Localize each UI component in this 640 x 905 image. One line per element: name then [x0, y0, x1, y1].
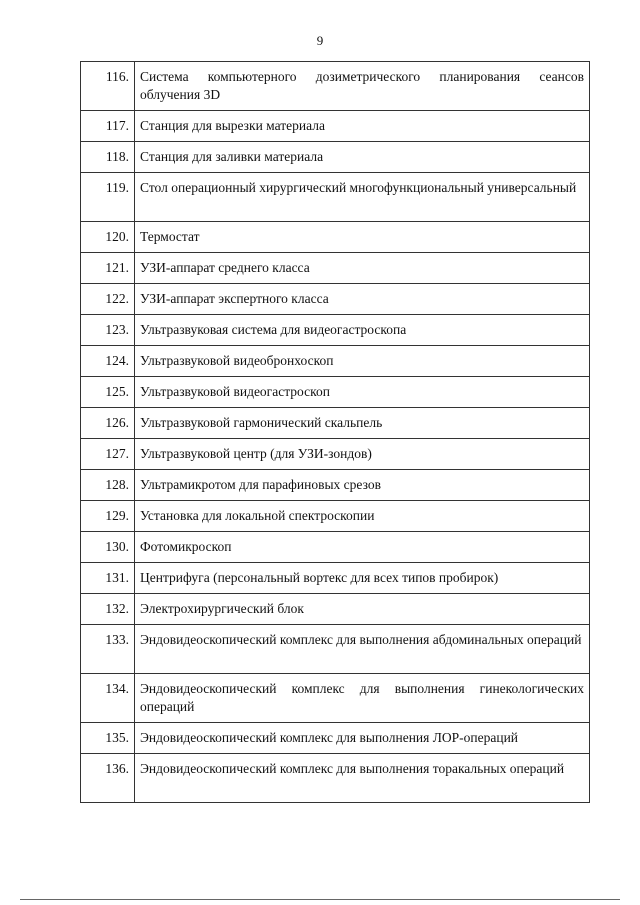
row-number: 127. — [81, 439, 135, 470]
row-number: 134. — [81, 674, 135, 723]
row-number: 124. — [81, 346, 135, 377]
equipment-name: Эндовидеоскопический комплекс для выполнения абдоминальных операций — [135, 625, 590, 674]
equipment-name: Ультразвуковой видеобронхоскоп — [135, 346, 590, 377]
equipment-name: Ультрамикротом для парафиновых срезов — [135, 470, 590, 501]
equipment-name: Ультразвуковой центр (для УЗИ-зондов) — [135, 439, 590, 470]
table-row — [81, 315, 590, 346]
equipment-name: Эндовидеоскопический комплекс для выполнения торакальных операций — [135, 754, 590, 803]
row-number: 131. — [81, 563, 135, 594]
table-row — [81, 723, 590, 754]
table-row — [81, 439, 590, 470]
equipment-name: Ультразвуковой видеогастроскоп — [135, 377, 590, 408]
page-number: 9 — [316, 33, 324, 48]
equipment-name: Станция для вырезки материала — [135, 111, 590, 142]
table-row — [81, 284, 590, 315]
row-number: 135. — [81, 723, 135, 754]
equipment-name: Фотомикроскоп — [135, 532, 590, 563]
page-bottom-rule — [20, 899, 620, 900]
equipment-name: Стол операционный хирургический многофункциональный универсальный — [135, 173, 590, 222]
table-row — [81, 142, 590, 173]
table-row — [81, 625, 590, 674]
row-number: 123. — [81, 315, 135, 346]
row-number: 120. — [81, 222, 135, 253]
table-row — [81, 346, 590, 377]
equipment-name: Эндовидеоскопический комплекс для выполнения ЛОР-операций — [135, 723, 590, 754]
equipment-name: Ультразвуковой гармонический скальпель — [135, 408, 590, 439]
row-number: 125. — [81, 377, 135, 408]
equipment-table — [80, 61, 590, 803]
table-row — [81, 222, 590, 253]
equipment-name: Эндовидеоскопический комплекс для выполнения гинекологических операций — [135, 674, 590, 723]
table-row — [81, 377, 590, 408]
equipment-name: Ультразвуковая система для видеогастроскопа — [135, 315, 590, 346]
table-row — [81, 674, 590, 723]
row-number: 117. — [81, 111, 135, 142]
row-number: 118. — [81, 142, 135, 173]
row-number: 129. — [81, 501, 135, 532]
table-row — [81, 594, 590, 625]
equipment-name: Центрифуга (персональный вортекс для всех типов пробирок) — [135, 563, 590, 594]
table-row — [81, 408, 590, 439]
table-row — [81, 532, 590, 563]
row-number: 122. — [81, 284, 135, 315]
equipment-name: Термостат — [135, 222, 590, 253]
row-number: 121. — [81, 253, 135, 284]
table-row — [81, 501, 590, 532]
row-number: 130. — [81, 532, 135, 563]
table-row — [81, 563, 590, 594]
table-row — [81, 173, 590, 222]
row-number: 133. — [81, 625, 135, 674]
table-row — [81, 253, 590, 284]
row-number: 126. — [81, 408, 135, 439]
equipment-name: Электрохирургический блок — [135, 594, 590, 625]
table-row — [81, 62, 590, 111]
equipment-name: Установка для локальной спектроскопии — [135, 501, 590, 532]
row-number: 128. — [81, 470, 135, 501]
table-row — [81, 470, 590, 501]
equipment-name: УЗИ-аппарат экспертного класса — [135, 284, 590, 315]
equipment-name: Станция для заливки материала — [135, 142, 590, 173]
equipment-name: УЗИ-аппарат среднего класса — [135, 253, 590, 284]
table-row — [81, 111, 590, 142]
equipment-name: Система компьютерного дозиметрического планирования сеансов облучения 3D — [135, 62, 590, 111]
row-number: 136. — [81, 754, 135, 803]
row-number: 132. — [81, 594, 135, 625]
row-number: 116. — [81, 62, 135, 111]
row-number: 119. — [81, 173, 135, 222]
table-row — [81, 754, 590, 803]
